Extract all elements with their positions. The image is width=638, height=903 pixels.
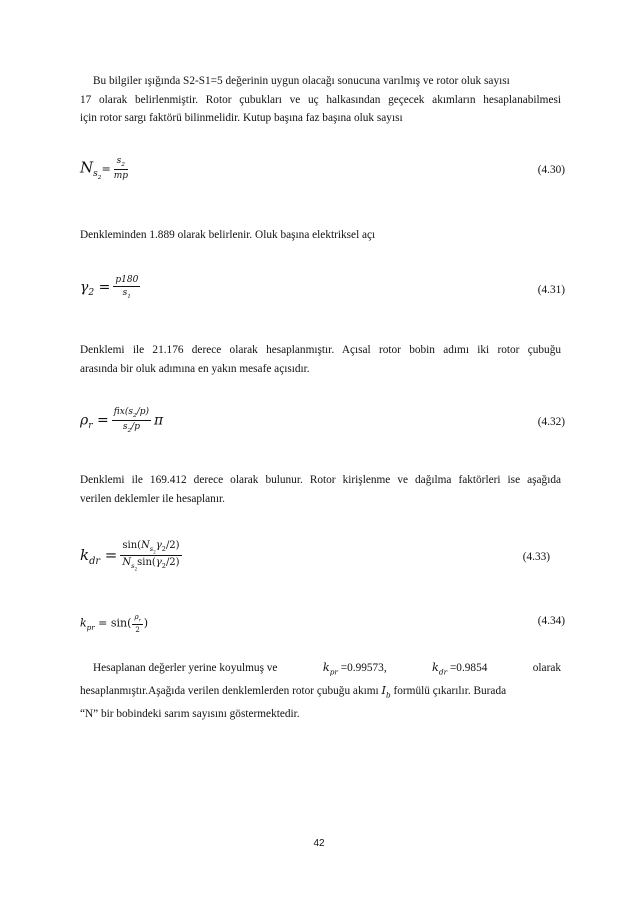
equation-4-34 xyxy=(80,613,565,653)
paragraph-5-line-1-end: olarak xyxy=(532,662,561,674)
equation-4-31 xyxy=(80,272,565,312)
paragraph-4-line-2: verilen deklemler ile hesaplanır. xyxy=(80,492,225,505)
equation-4-30-body: $N_{s_2}=$ $\frac{s_2}{mp}$ xyxy=(80,156,128,182)
paragraph-5 xyxy=(80,659,561,723)
paragraph-2 xyxy=(80,226,561,245)
paragraph-1 xyxy=(80,72,561,128)
equation-4-33-body: $k_{dr}$ = $\frac{\sin(N_{s_2}\gamma_2/2)}{N_{s_2}\sin(\gamma_2/2)}$ xyxy=(80,540,180,572)
equation-4-31-number: (4.31) xyxy=(537,284,565,296)
paragraph-1-line-3: için rotor sargı faktörü bilinmelidir. Kutup başına faz başına oluk sayısı xyxy=(80,112,403,124)
kpr-value-group xyxy=(323,659,387,682)
kdr-symbol: $k_{dr}$ xyxy=(432,661,448,677)
equation-4-30 xyxy=(80,156,565,196)
equation-4-33-number: (4.33) xyxy=(522,551,550,563)
equation-4-32 xyxy=(80,402,565,442)
paragraph-1-line-1: Bu bilgiler ışığında S2-S1=5 değerinin uygun olacağı sonucuna varılmış ve rotor oluk sayısı xyxy=(93,75,510,87)
paragraph-3-line-1: Denklemi ile 21.176 derece olarak hesaplanmıştır. Açısal rotor bobin adımı iki rotor çubuğu xyxy=(80,344,561,356)
kdr-value: =0.9854 xyxy=(449,662,488,674)
kpr-value: =0.99573, xyxy=(340,662,387,674)
paragraph-5-line-1 xyxy=(80,659,561,682)
paragraph-3-line-2: arasında bir oluk adımına en yakın mesafe açısıdır. xyxy=(80,362,310,375)
paragraph-5-line-3: “N” bir bobindeki sarım sayısını göstermektedir. xyxy=(80,707,300,720)
paragraph-5-line-1-text: Hesaplanan değerler yerine koyulmuş ve xyxy=(93,662,278,674)
equation-4-33 xyxy=(80,535,550,575)
kdr-value-group xyxy=(432,659,487,682)
paragraph-3 xyxy=(80,341,561,378)
paragraph-4 xyxy=(80,471,561,508)
paragraph-2-line-1: Denkleminden 1.889 olarak belirlenir. Oluk başına elektriksel açı xyxy=(80,229,376,241)
page-number: 42 xyxy=(313,838,325,849)
ib-symbol: $I_b$ xyxy=(381,683,391,699)
paragraph-5-line-2-text: hesaplanmıştır.Aşağıda verilen denklemlerden rotor çubuğu akımı xyxy=(80,684,379,697)
paragraph-4-line-1: Denklemi ile 169.412 derece olarak bulunur. Rotor kirişlenme ve dağılma faktörleri ise aşağıda xyxy=(80,474,561,486)
kpr-symbol: $k_{pr}$ xyxy=(322,661,338,677)
paragraph-5-line-2 xyxy=(80,682,561,705)
equation-4-31-body: $\gamma_2$ = $\frac{p180}{s_1}$ xyxy=(80,275,139,300)
paragraph-1-line-2: 17 olarak belirlenmiştir. Rotor çubukları ve uç halkasından geçecek akımların hesaplanabilmesi xyxy=(80,93,561,106)
equation-4-32-body: $\rho_r$ = $\frac{fix(s_2/p)}{s_2/p}$ π xyxy=(80,407,164,434)
equation-4-34-number: (4.34) xyxy=(537,615,565,627)
equation-4-32-number: (4.32) xyxy=(537,416,565,428)
paragraph-5-line-2-end: formülü çıkarılır. Burada xyxy=(393,684,507,697)
equation-4-34-body: $k_{pr} = \sin$( $\frac{\rho_r}{2}$ ) xyxy=(80,613,149,635)
equation-4-30-number: (4.30) xyxy=(537,164,565,176)
